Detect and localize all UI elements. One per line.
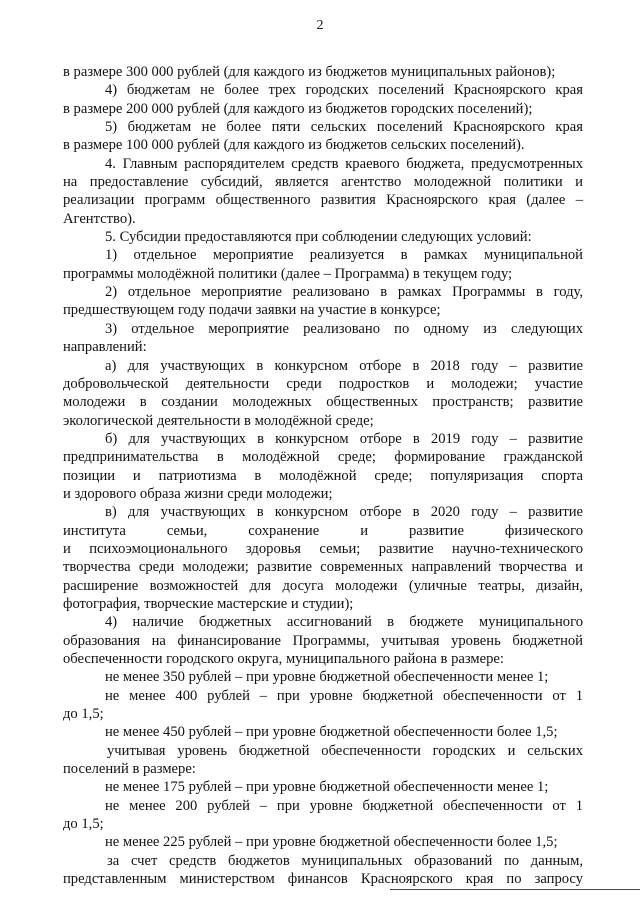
text-line: б) для участвующих в конкурсном отборе в 2019 году – развитие: [105, 430, 583, 447]
text-line: не менее 200 рублей – при уровне бюджетной обеспеченности от 1: [105, 797, 583, 814]
text-line: 5. Субсидии предоставляются при соблюдении следующих условий:: [105, 229, 532, 246]
text-line: программы молодёжной политики (далее – Программа) в текущем году;: [63, 265, 513, 282]
text-line: не менее 225 рублей – при уровне бюджетной обеспеченности более 1,5;: [105, 834, 558, 851]
text-line: до 1,5;: [63, 706, 104, 723]
text-line: 3) отдельное мероприятие реализовано по одному из следующих: [105, 320, 583, 337]
text-line: представленным министерством финансов Красноярского края по запросу: [63, 871, 583, 888]
text-line: поселений в размере:: [63, 761, 196, 778]
text-line: 4. Главным распорядителем средств краевого бюджета, предусмотренных: [105, 155, 583, 172]
text-line: экологической деятельности в молодёжной среде;: [63, 412, 374, 429]
text-line: фотография, творческие мастерские и студии);: [63, 595, 354, 612]
text-line: образования на финансирование Программы, учитывая уровень бюджетной: [63, 632, 583, 649]
text-line: 5) бюджетам не более пяти сельских поселений Красноярского края: [105, 119, 583, 136]
text-line: направлений:: [63, 339, 147, 356]
text-line: не менее 450 рублей – при уровне бюджетной обеспеченности более 1,5;: [105, 724, 558, 741]
text-line: за счет средств бюджетов муниципальных образований по данным,: [107, 852, 583, 869]
text-line: обеспеченности городского округа, муниципального района в размере:: [63, 651, 504, 667]
text-line: молодежи в создании молодежных общественных пространств; развитие: [63, 394, 583, 411]
bottom-rule: [390, 889, 640, 890]
text-line: в размере 200 000 рублей (для каждого из бюджетов городских поселений);: [63, 100, 533, 117]
text-line: 1) отдельное мероприятие реализуется в рамках муниципальной: [105, 247, 583, 264]
text-line: в размере 300 000 рублей (для каждого из бюджетов муниципальных районов);: [63, 64, 556, 80]
text-line: не менее 175 рублей – при уровне бюджетной обеспеченности менее 1;: [105, 779, 549, 796]
text-line: и здорового образа жизни среди молодежи;: [63, 485, 333, 502]
text-line: реализации программ общественного развития Красноярского края (далее –: [63, 192, 583, 209]
text-line: позиции и патриотизма в молодёжной среде; популяризация спорта: [63, 467, 583, 484]
text-line: расширение возможностей для досуга молодежи (уличные театры, дизайн,: [63, 577, 583, 594]
text-line: в размере 100 000 рублей (для каждого из бюджетов сельских поселений).: [63, 137, 525, 154]
text-line: а) для участвующих в конкурсном отборе в 2018 году – развитие: [105, 357, 583, 374]
text-line: 2) отдельное мероприятие реализовано в рамках Программы в году,: [105, 284, 583, 301]
text-line: не менее 400 рублей – при уровне бюджетной обеспеченности от 1: [105, 687, 583, 704]
text-line: предпринимательства в молодёжной среде; формирование гражданской: [63, 449, 583, 466]
text-line: Агентство).: [63, 210, 136, 227]
text-line: в) для участвующих в конкурсном отборе в 2020 году – развитие: [105, 504, 583, 521]
text-line: на предоставление субсидий, является агентство молодежной политики и: [63, 174, 583, 191]
text-line: института семьи, сохранение и развитие физического: [63, 522, 583, 539]
text-line: добровольческой деятельности среди подростков и молодежи; участие: [63, 375, 583, 392]
page-number: 2: [316, 18, 324, 33]
text-line: учитывая уровень бюджетной обеспеченности городских и сельских: [107, 742, 583, 759]
document-body: [63, 63, 583, 888]
text-line: и психоэмоционального здоровья семьи; развитие научно-технического: [63, 540, 583, 557]
text-line: 4) наличие бюджетных ассигнований в бюджете муниципального: [105, 614, 583, 631]
text-line: предшествующем году подачи заявки на участие в конкурсе;: [63, 302, 441, 319]
text-line: 4) бюджетам не более трех городских поселений Красноярского края: [105, 82, 583, 99]
text-line: творчества среди молодежи; развитие современных направлений творчества и: [63, 559, 583, 576]
text-line: до 1,5;: [63, 816, 104, 833]
text-line: не менее 350 рублей – при уровне бюджетной обеспеченности менее 1;: [105, 669, 549, 686]
